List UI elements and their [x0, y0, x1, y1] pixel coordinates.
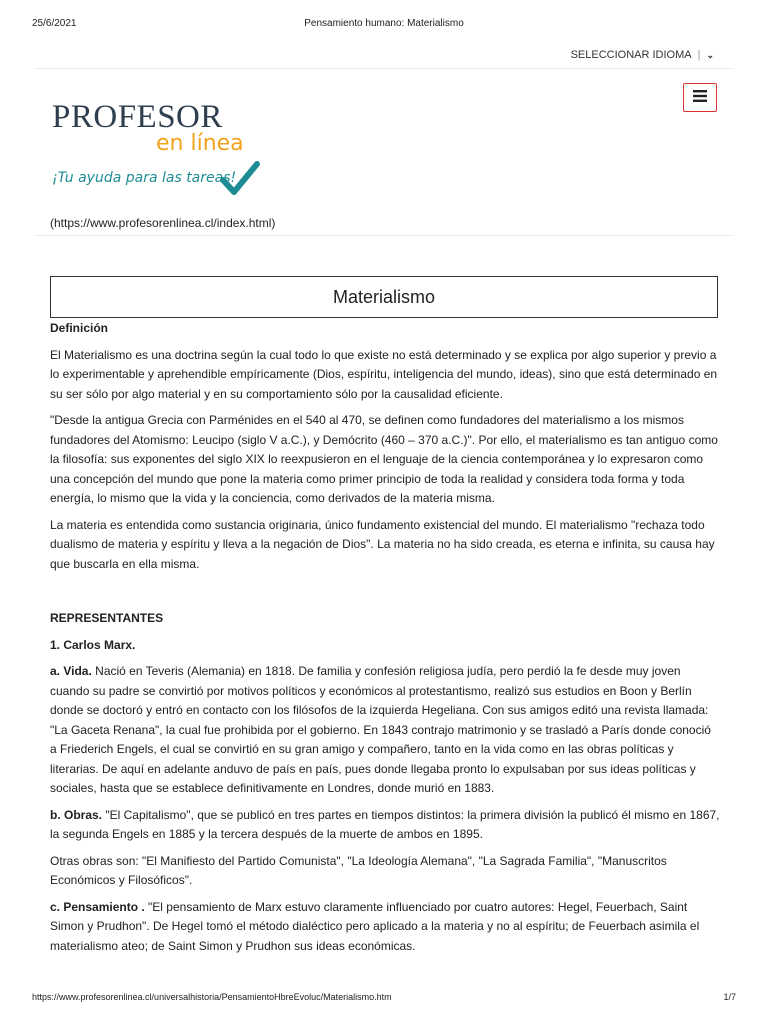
print-page-number: 1/7 [723, 992, 736, 1002]
definition-paragraph-1: El Materialismo es una doctrina según la cual todo lo que existe no está determinado y se explica por algo superior y previo a lo experimentable y aprehendible empíricamente (Dios, espíritu, inteligencia del mundo, ideas), sino que está determinado en su ser sólo por algo material y en su comportamiento sólo por la causalidad eficiente. [50, 347, 718, 401]
language-separator: | [697, 49, 701, 61]
print-title: Pensamiento humano: Materialismo [304, 18, 464, 29]
obras-label: b. Obras. [50, 807, 103, 822]
article-body [50, 319, 720, 963]
marx-pensamiento-paragraph [50, 898, 720, 957]
print-footer-url: https://www.profesorenlinea.cl/universalhistoria/PensamientoHbreEvoluc/Materialismo.htm [32, 992, 392, 1002]
hamburger-menu-button[interactable] [683, 83, 717, 112]
print-footer [32, 992, 736, 1002]
definition-paragraph-2: "Desde la antigua Grecia con Parménides en el 540 al 470, se definen como fundadores del materialismo a los mismos fundadores del Atomismo: Leucipo (siglo V a.C.), y Demócrito (460 – 370 a.C.)". Por ello, el materialismo es tan antiguo como la filosofía: sus exponentes del siglo XIX lo reexpusieron en el lenguaje de la ciencia contemporánea y lo expresaron como una concepción del mundo que pone la materia como primer principio de toda la realidad y considera toda forma y toda energía, lo mismo que la vida y la conciencia, como derivados de la materia misma. [50, 413, 718, 505]
definition-paragraph-3: La materia es entendida como sustancia originaria, único fundamento existencial del mundo. El materialismo "rechaza todo dualismo de materia y espíritu y lleva a la negación de Dios". La materia no ha sido creada, es eterna e infinita, su causa hay que buscarla en ella misma. [50, 517, 715, 571]
page-title: Materialismo [50, 276, 718, 318]
print-date: 25/6/2021 [32, 18, 77, 29]
logo-tagline: ¡Tu ayuda para las tareas! [52, 170, 237, 186]
marx-obras-paragraph [50, 806, 720, 845]
marx-heading: 1. Carlos Marx. [50, 637, 136, 652]
representantes-heading: REPRESENTANTES [50, 611, 164, 625]
vida-label: a. Vida. [50, 664, 92, 678]
hamburger-icon [693, 89, 707, 107]
site-logo[interactable] [52, 100, 282, 200]
pensamiento-label: c. Pensamiento . [50, 899, 145, 914]
content-divider [34, 235, 734, 236]
checkmark-icon [220, 160, 260, 196]
logo-text-en-linea: en línea [156, 131, 244, 156]
chevron-down-icon: ⌄ [706, 49, 714, 60]
otras-obras-paragraph: Otras obras son: "El Manifiesto del Partido Comunista", "La Ideología Alemana", "La Sagrada Familia", "Manuscritos Económicos y Filosóficos". [50, 853, 667, 887]
logo-text-profesor: PROFESOR [52, 99, 223, 135]
language-selector[interactable] [571, 49, 714, 61]
site-url[interactable]: (https://www.profesorenlinea.cl/index.html) [50, 216, 276, 230]
vida-text: Nació en Teveris (Alemania) en 1818. De familia y confesión religiosa judía, pero perdió la fe desde muy joven cuando su padre se convirtió por motivos políticos y económicos al protestantismo, realizó sus estudios en Boon y Berlín donde se doctoró y entró en contacto con los filósofos de la izquierda Hegeliana. Con sus amigos editó una revista llamada: "La Gaceta Renana", la cual fue prohibida por el gobierno. En 1843 contrajo matrimonio y se trasladó a París donde conoció a Friederich Engels, el cual se convirtió en su gran amigo y compañero, tanto en la vida como en las obras políticas y literarias. De aquí en adelante anduvo de país en país, pues donde llegaba pronto lo expulsaban por sus ideas políticas y sociales, hasta que se establece definitivamente en Londres, donde murió en 1883. [50, 664, 711, 795]
definition-heading: Definición [50, 321, 109, 335]
obras-text: "El Capitalismo", que se publicó en tres partes en tiempos distintos: la primera división la publicó él mismo en 1867, la segunda Engels en 1885 y la tercera después de la muerte de ambos en 1895. [50, 807, 720, 841]
marx-vida-paragraph [50, 662, 720, 799]
spacer [50, 581, 720, 609]
pensamiento-text: "El pensamiento de Marx estuvo claramente influenciado por cuatro autores: Hegel, Feuerbach, Saint Simon y Prudhon". De Hegel tomó el método dialéctico pero aplicado a la materia y no al espíritu; de Feuerbach asimila el materialismo ateo; de Saint Simon y Prudhon sus ideas económicas. [50, 899, 700, 953]
header-divider [34, 68, 734, 69]
language-label: SELECCIONAR IDIOMA [570, 49, 692, 61]
